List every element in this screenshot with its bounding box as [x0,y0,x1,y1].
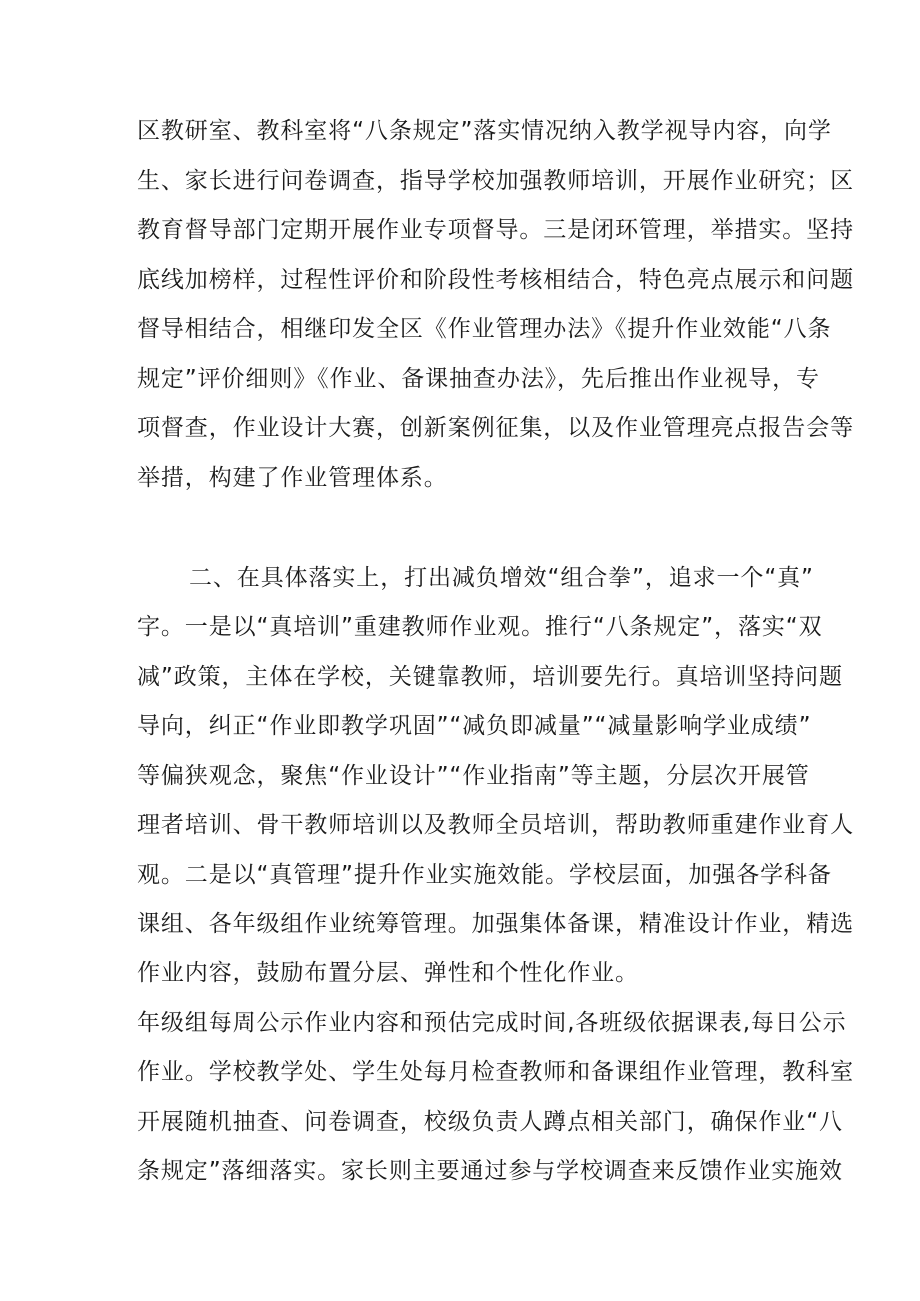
paragraph-line: 作业。学校教学处、学生处每月检查教师和备课组作业管理，教科室 [137,1059,854,1085]
section-heading-line: 二、在具体落实上，打出减负增效“组合拳”，追求一个“真” [189,565,814,591]
paragraph-line: 字。一是以“真培训”重建教师作业观。推行“八条规定”，落实“双 [137,614,823,640]
paragraph-line: 观。二是以“真管理”提升作业实施效能。学校层面，加强各学科备 [137,862,832,888]
paragraph-line: 等偏狭观念，聚焦“作业设计”“作业指南”等主题，分层次开展管 [137,763,810,789]
paragraph-line: 课组、各年级组作业统筹管理。加强集体备课，精准设计作业，精选 [137,911,854,937]
paragraph-line: 规定”评价细则》《作业、备课抽查办法》，先后推出作业视导，专 [137,366,820,392]
paragraph-line: 条规定”落细落实。家长则主要通过参与学校调查来反馈作业实施效 [137,1158,843,1184]
paragraph-line: 作业内容，鼓励布置分层、弹性和个性化作业。 [137,960,639,986]
paragraph-line: 年级组每周公示作业内容和预估完成时间,各班级依据课表,每日公示 [137,1010,847,1036]
paragraph-line: 减”政策，主体在学校，关键靠教师，培训要先行。真培训坚持问题 [137,664,843,690]
paragraph-line: 底线加榜样，过程性评价和阶段性考核相结合，特色亮点展示和问题 [137,267,854,293]
paragraph-line: 区教研室、教科室将“八条规定”落实情况纳入教学视导内容，向学 [137,118,832,144]
paragraph-line: 项督查，作业设计大赛，创新案例征集，以及作业管理亮点报告会等 [137,415,854,441]
paragraph-line: 举措，构建了作业管理体系。 [137,465,448,491]
paragraph-line: 导向，纠正“作业即教学巩固”“减负即减量”“减量影响学业成绩” [137,713,812,739]
paragraph-line: 生、家长进行问卷调查，指导学校加强教师培训，开展作业研究；区 [137,168,854,194]
paragraph-line: 督导相结合，相继印发全区《作业管理办法》《提升作业效能“八条 [137,316,832,342]
paragraph-line: 开展随机抽查、问卷调查，校级负责人蹲点相关部门，确保作业“八 [137,1109,843,1135]
paragraph-line: 理者培训、骨干教师培训以及教师全员培训，帮助教师重建作业育人 [137,812,854,838]
paragraph-line: 教育督导部门定期开展作业专项督导。三是闭环管理，举措实。坚持 [137,217,854,243]
